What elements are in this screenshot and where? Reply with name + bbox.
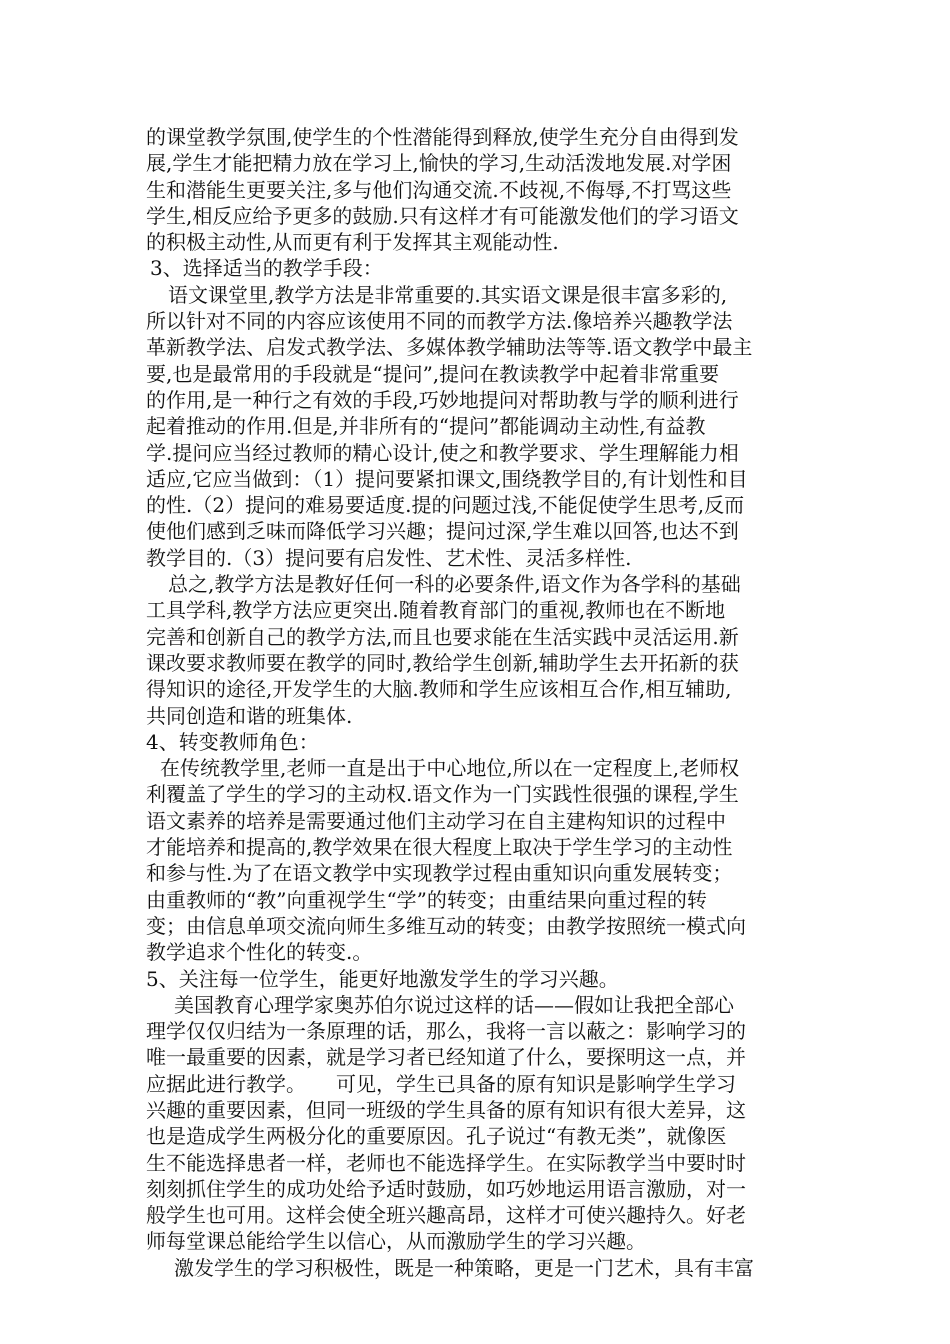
text-line: 教学追求个性化的转变.。 bbox=[146, 940, 373, 965]
text-line: 般学生也可用。这样会使全班兴趣高昂，这样才可使兴趣持久。好老 bbox=[146, 1203, 746, 1228]
text-line: 完善和创新自己的教学方法,而且也要求能在生活实践中灵活运用.新 bbox=[146, 624, 739, 649]
text-line: 的作用,是一种行之有效的手段,巧妙地提问对帮助教与学的顺利进行 bbox=[146, 387, 739, 412]
text-line: 利覆盖了学生的学习的主动权.语文作为一门实践性很强的课程,学生 bbox=[146, 782, 739, 807]
text-line: 和参与性.为了在语文教学中实现教学过程由重知识向重发展转变； bbox=[146, 861, 733, 886]
paragraph-first-line: 美国教育心理学家奥苏伯尔说过这样的话——假如让我把全部心 bbox=[174, 992, 734, 1017]
text-line: 共同创造和谐的班集体. bbox=[146, 703, 353, 728]
text-line: 也是造成学生两极分化的重要原因。孔子说过“有教无类”，就像医 bbox=[146, 1124, 727, 1149]
text-line: 唯一最重要的因素，就是学习者已经知道了什么，要探明这一点，并 bbox=[146, 1045, 746, 1070]
paragraph-first-line: 语文课堂里,教学方法是非常重要的.其实语文课是很丰富多彩的, bbox=[168, 282, 728, 307]
text-line: 适应,它应当做到：（1）提问要紧扣课文,围绕教学目的,有计划性和目 bbox=[146, 466, 748, 491]
paragraph-first-line: 在传统教学里,老师一直是出于中心地位,所以在一定程度上,老师权 bbox=[160, 756, 740, 781]
text-line: 所以针对不同的内容应该使用不同的而教学方法.像培养兴趣教学法 bbox=[146, 309, 733, 334]
text-line: 生不能选择患者一样，老师也不能选择学生。在实际教学当中要时时 bbox=[146, 1150, 746, 1175]
text-line: 要,也是最常用的手段就是“提问”,提问在教读教学中起着非常重要 bbox=[146, 361, 720, 386]
text-line: 革新教学法、启发式教学法、多媒体教学辅助法等等.语文教学中最主 bbox=[146, 335, 753, 360]
text-line: 展,学生才能把精力放在学习上,愉快的学习,生动活泼地发展.对学困 bbox=[146, 151, 732, 176]
text-line: 生和潜能生更要关注,多与他们沟通交流.不歧视,不侮辱,不打骂这些 bbox=[146, 177, 732, 202]
text-line: 的性.（2）提问的难易要适度.提的问题过浅,不能促使学生思考,反而 bbox=[146, 493, 745, 518]
text-line: 变；由信息单项交流向师生多维互动的转变；由教学按照统一模式向 bbox=[146, 913, 746, 938]
text-line: 师每堂课总能给学生以信心，从而激励学生的学习兴趣。 bbox=[146, 1229, 646, 1254]
text-line: 学生,相反应给予更多的鼓励.只有这样才有可能激发他们的学习语文 bbox=[146, 203, 739, 228]
text-line: 由重教师的“教”向重视学生“学”的转变；由重结果向重过程的转 bbox=[146, 887, 707, 912]
text-line: 理学仅仅归结为一条原理的话，那么，我将一言以蔽之：影响学习的 bbox=[146, 1019, 746, 1044]
text-line: 使他们感到乏味而降低学习兴趣；提问过深,学生难以回答,也达不到 bbox=[146, 519, 739, 544]
text-line: 学.提问应当经过教师的精心设计,使之和教学要求、学生理解能力相 bbox=[146, 440, 739, 465]
paragraph-first-line: 总之,教学方法是教好任何一科的必要条件,语文作为各学科的基础 bbox=[168, 572, 741, 597]
document-body bbox=[146, 124, 810, 1281]
section-heading-4: 4、转变教师角色： bbox=[146, 729, 319, 754]
paragraph-first-line: 激发学生的学习积极性，既是一种策略，更是一门艺术，具有丰富 bbox=[174, 1255, 754, 1280]
text-line: 刻刻抓住学生的成功处给予适时鼓励，如巧妙地运用语言激励，对一 bbox=[146, 1176, 746, 1201]
text-line: 才能培养和提高的,教学效果在很大程度上取决于学生学习的主动性 bbox=[146, 835, 733, 860]
text-line: 课改要求教师要在教学的同时,教给学生创新,辅助学生去开拓新的获 bbox=[146, 650, 739, 675]
text-line: 起着推动的作用.但是,并非所有的“提问”都能调动主动性,有益教 bbox=[146, 414, 706, 439]
text-line: 的课堂教学氛围,使学生的个性潜能得到释放,使学生充分自由得到发 bbox=[146, 125, 739, 149]
section-heading-5: 5、关注每一位学生，能更好地激发学生的学习兴趣。 bbox=[146, 966, 619, 991]
section-heading-3: 3、选择适当的教学手段： bbox=[150, 256, 383, 281]
text-line: 教学目的.（3）提问要有启发性、艺术性、灵活多样性. bbox=[146, 545, 632, 570]
text-line: 的积极主动性,从而更有利于发挥其主观能动性. bbox=[146, 230, 559, 255]
text-line: 语文素养的培养是需要通过他们主动学习在自主建构知识的过程中 bbox=[146, 808, 726, 833]
text-line: 工具学科,教学方法应更突出.随着教育部门的重视,教师也在不断地 bbox=[146, 598, 726, 623]
text-line: 得知识的途径,开发学生的大脑.教师和学生应该相互合作,相互辅助, bbox=[146, 677, 732, 702]
text-line: 应据此进行教学。 可见，学生已具备的原有知识是影响学生学习 bbox=[146, 1071, 736, 1096]
text-line: 兴趣的重要因素，但同一班级的学生具备的原有知识有很大差异，这 bbox=[146, 1097, 746, 1122]
